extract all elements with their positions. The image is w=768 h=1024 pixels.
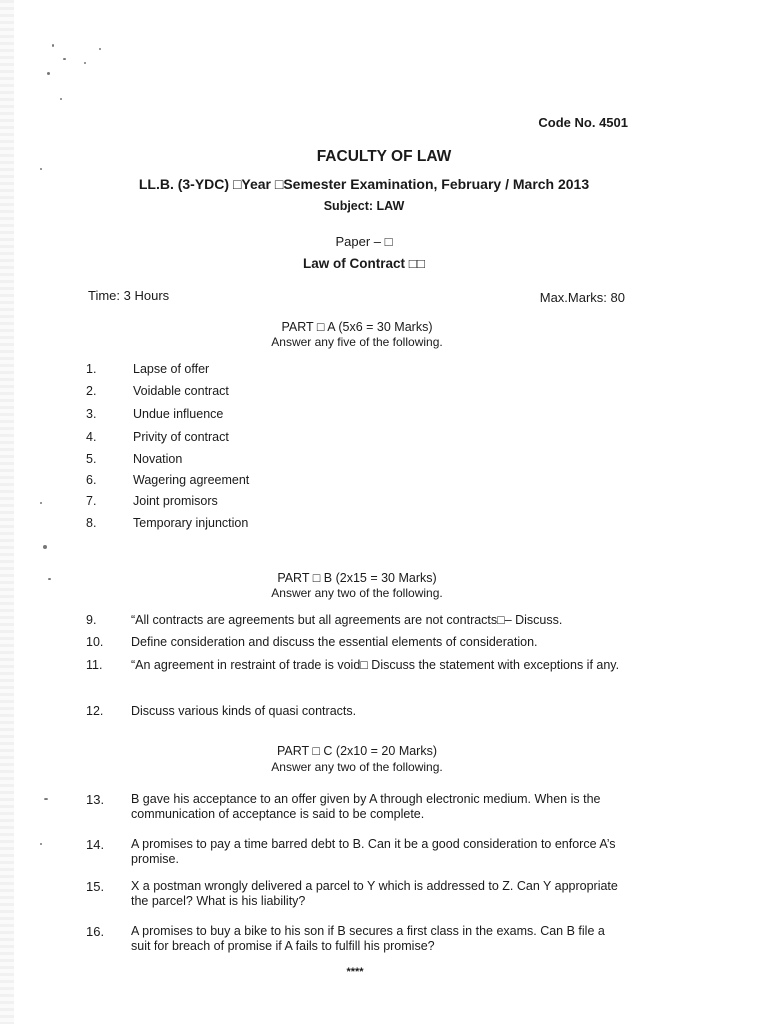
- question-number: 16.: [86, 924, 105, 939]
- scan-speck: [40, 168, 42, 170]
- question-text: Lapse of offer: [133, 362, 210, 376]
- scan-speck: [44, 798, 48, 800]
- question-number: 10.: [86, 635, 104, 649]
- question-text: B gave his acceptance to an offer given by A through electronic medium. When is the communication of acceptance is said to be complete.: [131, 792, 601, 821]
- question-number: 7.: [86, 494, 97, 508]
- question-number: 3.: [86, 407, 97, 421]
- question-number: 2.: [86, 384, 97, 398]
- scan-speck: [60, 98, 62, 100]
- question-number: 14.: [86, 837, 105, 852]
- question-text: A promises to buy a bike to his son if B secures a first class in the exams. Can B file a suit for breach of promise if A fails to fulfill his promise?: [131, 924, 605, 953]
- part-b-title: PART □ B (2x15 = 30 Marks): [277, 571, 437, 585]
- question-text: A promises to pay a time barred debt to B. Can it be a good consideration to enforce A’s promise.: [131, 837, 616, 866]
- question-number: 9.: [86, 613, 97, 627]
- question-number: 8.: [86, 516, 97, 530]
- time-allowed: Time: 3 Hours: [88, 288, 170, 303]
- scan-speck: [84, 62, 86, 64]
- scan-speck: [99, 48, 101, 50]
- question-text: Novation: [133, 452, 183, 466]
- subject-line: Subject: LAW: [323, 199, 405, 213]
- scan-speck: [47, 72, 50, 75]
- max-marks: Max.Marks: 80: [539, 290, 625, 305]
- end-marker: ****: [346, 966, 364, 978]
- question-text: Wagering agreement: [133, 473, 250, 487]
- question-number: 11.: [86, 658, 103, 672]
- question-text: Voidable contract: [133, 384, 229, 398]
- question-number: 4.: [86, 430, 97, 444]
- question-number: 1.: [86, 362, 97, 376]
- paper-number: Paper – □: [335, 234, 393, 249]
- question-text: Undue influence: [133, 407, 224, 421]
- scan-speck: [40, 502, 42, 504]
- part-a-title: PART □ A (5x6 = 30 Marks): [281, 320, 433, 334]
- scan-speck: [40, 843, 42, 845]
- part-c-title: PART □ C (2x10 = 20 Marks): [276, 744, 438, 758]
- question-text: “All contracts are agreements but all agreements are not contracts□– Discuss.: [131, 613, 563, 627]
- scan-speck: [43, 545, 47, 549]
- question-number: 12.: [86, 704, 104, 718]
- question-text: Temporary injunction: [133, 516, 249, 530]
- question-number: 13.: [86, 792, 105, 807]
- question-text: X a postman wrongly delivered a parcel to Y which is addressed to Z. Can Y appropriate the parcel? What is his liability?: [131, 879, 618, 908]
- scan-speck: [63, 58, 66, 60]
- question-text: Privity of contract: [133, 430, 229, 444]
- question-text: Joint promisors: [133, 494, 218, 508]
- question-number: 6.: [86, 473, 97, 487]
- question-text: “An agreement in restraint of trade is void□ Discuss the statement with exceptions if any.: [131, 658, 620, 672]
- question-text: Define consideration and discuss the essential elements of consideration.: [131, 635, 538, 649]
- paper-title: Law of Contract □□: [302, 256, 426, 271]
- faculty-title: FACULTY OF LAW: [316, 148, 452, 165]
- scan-speck: [52, 44, 54, 47]
- question-number: 15.: [86, 879, 105, 894]
- question-number: 5.: [86, 452, 97, 466]
- part-c-instruction: Answer any two of the following.: [271, 760, 443, 774]
- exam-title: LL.B. (3-YDC) □Year □Semester Examination, February / March 2013: [138, 176, 590, 192]
- code-number: Code No. 4501: [538, 115, 628, 130]
- question-text: Discuss various kinds of quasi contracts.: [131, 704, 357, 718]
- part-a-instruction: Answer any five of the following.: [271, 335, 443, 349]
- part-b-instruction: Answer any two of the following.: [271, 586, 443, 600]
